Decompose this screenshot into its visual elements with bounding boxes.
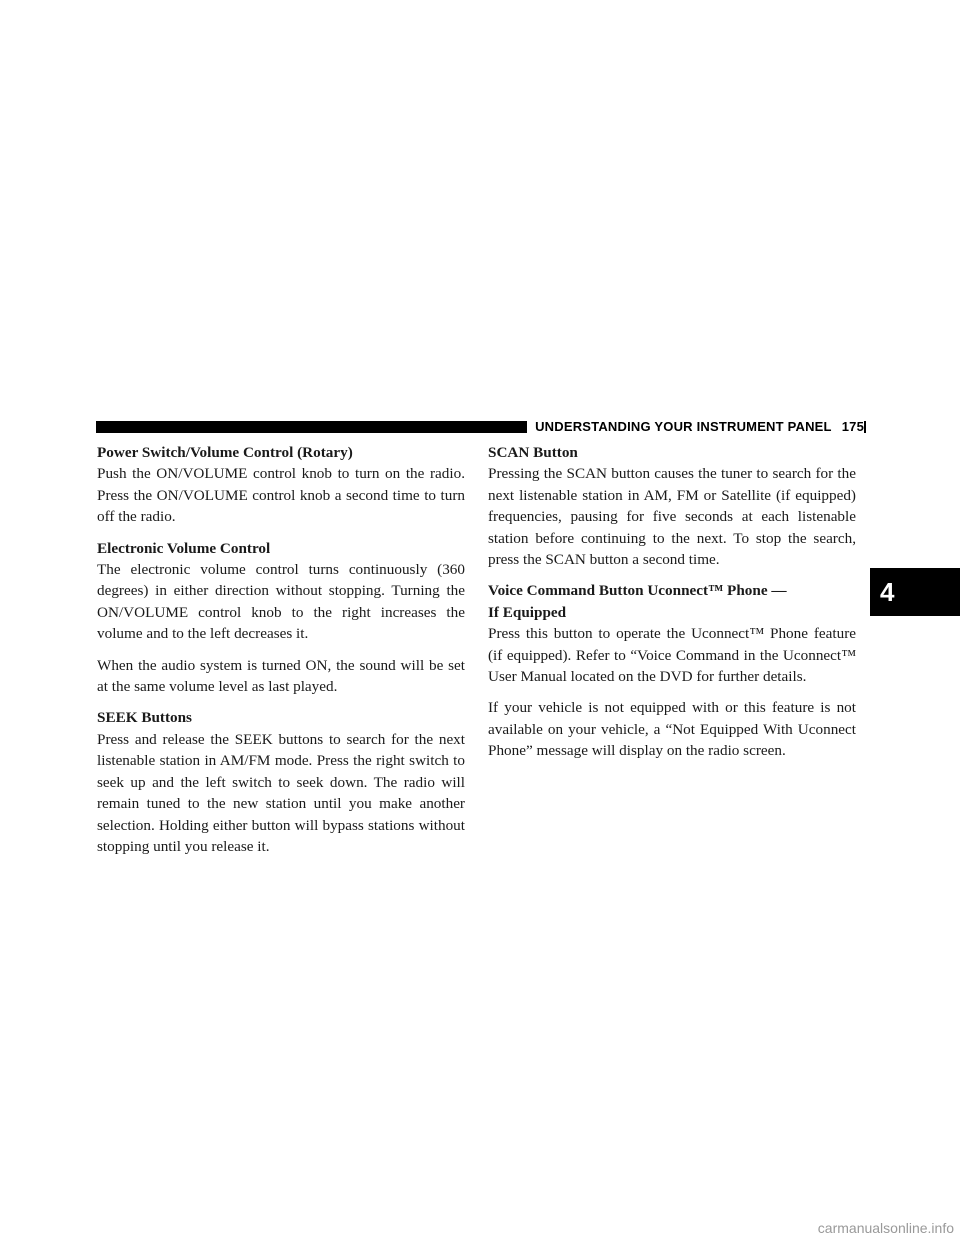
paragraph-volume-level: When the audio system is turned ON, the sound will be set at the same volume level as last played. [97,656,465,696]
paragraph-scan-button: Pressing the SCAN button causes the tuner to search for the next listenable station in AM, FM or Satellite (if equipped) frequencies, pausing for five seconds at each listenable station before continuing to the next. To stop the search, press the SCAN button a second time. [488,465,856,569]
page-number: 175 [841,419,864,434]
heading-voice-command-line2: If Equipped [488,603,567,621]
heading-scan-button: SCAN Button [488,444,578,461]
paragraph-voice-command: Press this button to operate the Uconnect™ Phone feature (if equipped). Refer to “Voice Command in the Uconnect™ User Manual located on the DVD for further details. [488,625,856,686]
paragraph-seek-buttons: Press and release the SEEK buttons to search for the next listenable station in AM/FM mode. Press the right switch to seek up and the left switch to seek down. The radio will remain tuned to the new station until you make another selection. Holding either button will bypass stations without stopping until you release it. [97,730,465,855]
heading-electronic-volume: Electronic Volume Control [97,539,271,557]
heading-voice-command-line1: Voice Command Button Uconnect™ Phone — [488,582,787,600]
paragraph-not-equipped: If your vehicle is not equipped with or this feature is not available on your vehicle, a “Not Equipped With Uconnect Phone” message will display on the radio screen. [488,699,856,760]
section-title: UNDERSTANDING YOUR INSTRUMENT PANEL [535,419,832,434]
chapter-tab: 4 [870,568,960,616]
header-rule-left [96,421,526,433]
left-column [97,442,465,867]
heading-seek-buttons: SEEK Buttons [97,709,192,727]
paragraph-electronic-volume: The electronic volume control turns continuously (360 degrees) in either direction without stopping. Turning the ON/VOLUME control knob to the right increases the volume and to the left decreases it. [97,561,465,643]
watermark-footer: carmanualsonline.info [817,1220,954,1236]
right-column [488,442,856,772]
paragraph-power-switch: Push the ON/VOLUME control knob to turn on the radio. Press the ON/VOLUME control knob a second time to turn off the radio. [97,465,465,526]
heading-power-switch: Power Switch/Volume Control (Rotary) [97,444,353,461]
running-header [527,418,864,436]
